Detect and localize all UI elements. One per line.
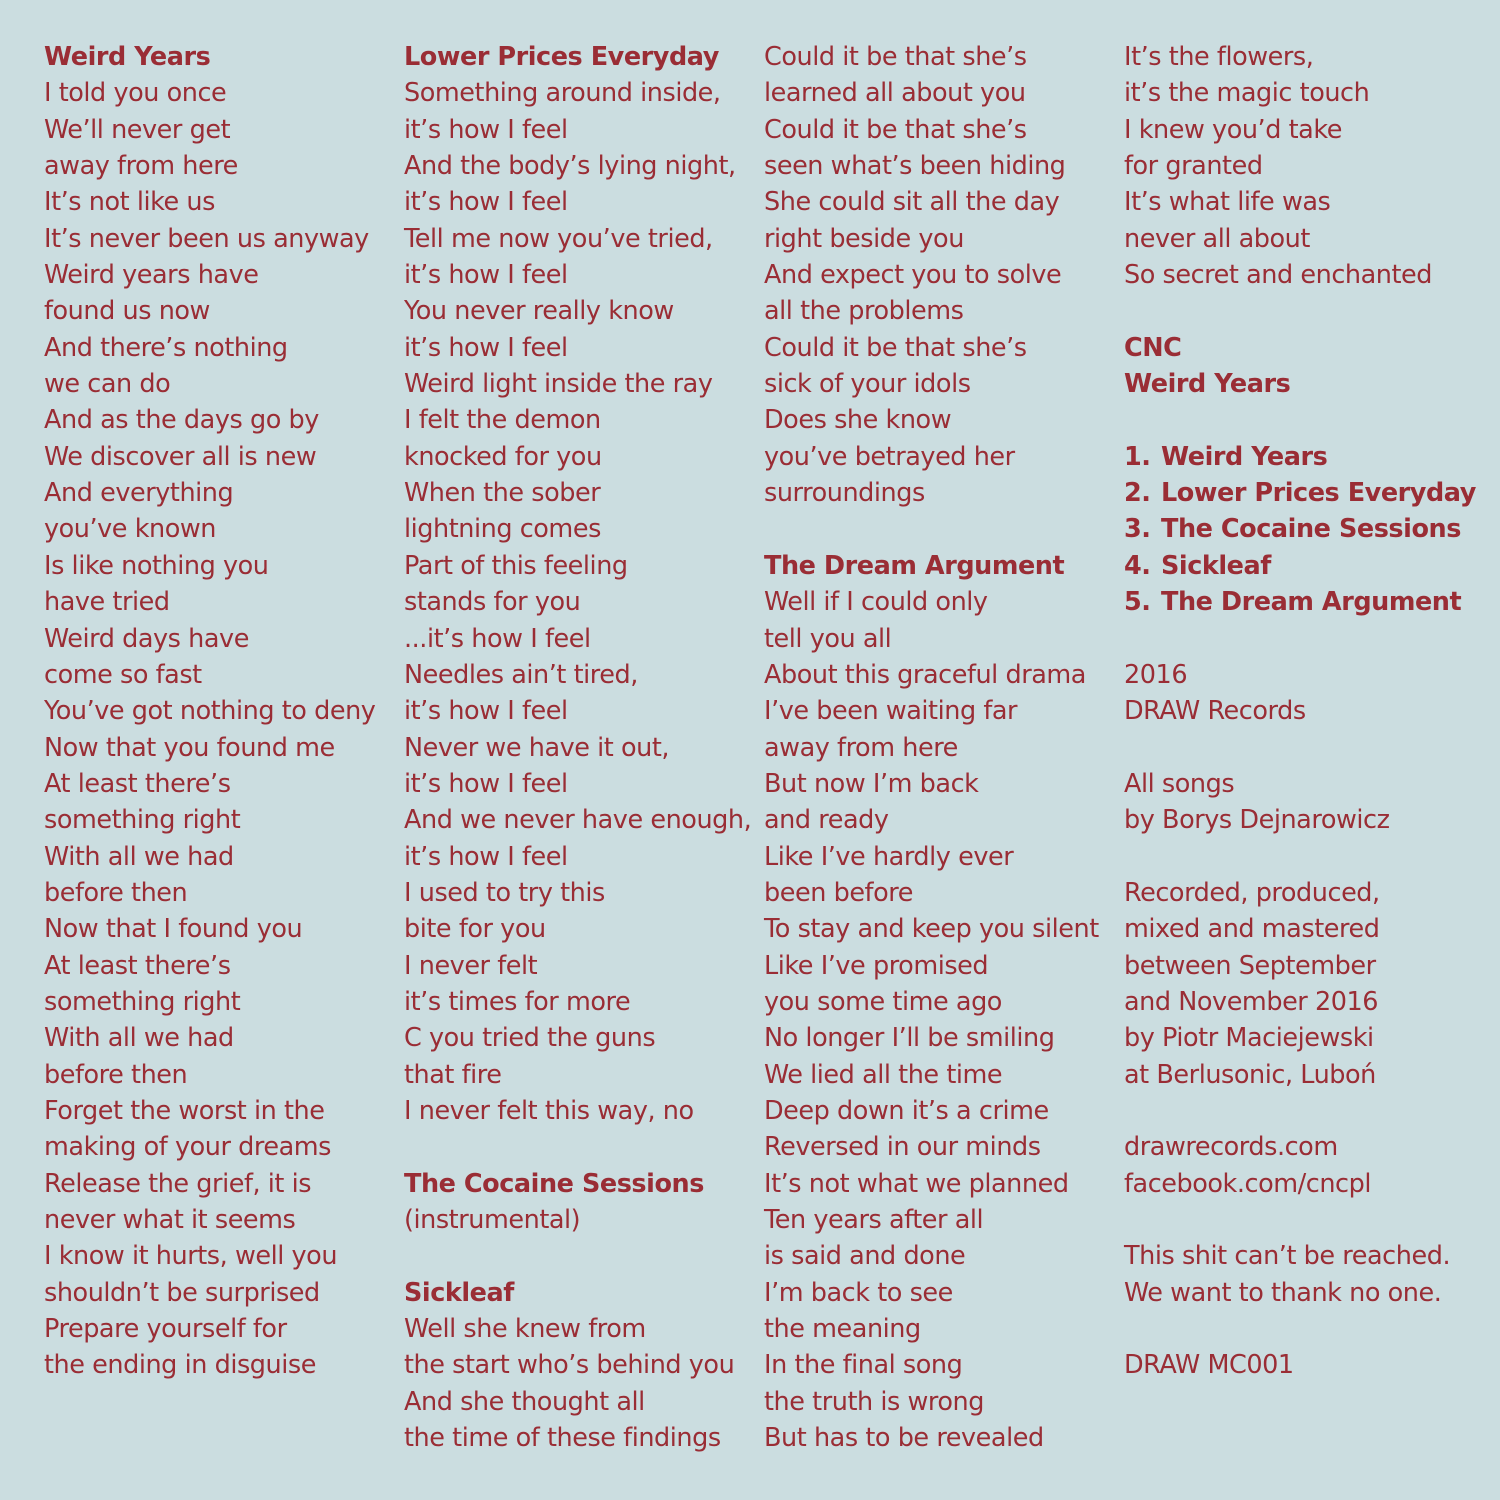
text-line: Part of this feeling (404, 550, 628, 581)
text-line: Could it be that she’s (764, 114, 1027, 145)
text-line: you some time ago (764, 986, 1002, 1017)
text-line: Release the grief, it is (44, 1168, 312, 1199)
album-title: Weird Years (1124, 369, 1291, 400)
song-title-weird-years: Weird Years (44, 42, 211, 72)
text-line: Ten years after all (764, 1205, 984, 1235)
text-line: tell you all (764, 623, 892, 654)
track-item (1124, 439, 1476, 475)
spacer (1124, 839, 1476, 875)
text-line: I felt the demon (404, 405, 601, 436)
text-line: have tried (44, 587, 170, 618)
text-line: We’ll never get (44, 114, 231, 145)
text-line: stands for you (404, 587, 581, 618)
text-line: it’s how I feel (404, 332, 568, 363)
text-line: I never felt (404, 950, 538, 981)
text-line: No longer I’ll be smiling (764, 1023, 1055, 1054)
text-line: Tell me now you’ve tried, (404, 223, 713, 254)
text-line: Like I’ve hardly ever (764, 841, 1014, 872)
song-title-the-dream-argument: The Dream Argument (764, 550, 1065, 581)
text-line: seen what’s been hiding (764, 151, 1066, 182)
text-line: it’s the magic touch (1124, 78, 1370, 109)
text-line: it’s how I feel (404, 841, 568, 872)
song-title-the-cocaine-sessions: The Cocaine Sessions (404, 1168, 704, 1199)
text-line: This shit can’t be reached. (1124, 1241, 1451, 1272)
text-line: all the problems (764, 296, 964, 327)
text-line: never all about (1124, 223, 1310, 254)
text-line: never what it seems (44, 1205, 296, 1235)
text-line: Prepare yourself for (44, 1314, 287, 1345)
text-line: It’s not what we planned (764, 1168, 1069, 1199)
spacer (1124, 730, 1476, 766)
text-line: Never we have it out, (404, 732, 670, 763)
text-line: away from here (44, 151, 238, 182)
text-line: She could sit all the day (764, 187, 1060, 218)
text-line: Is like nothing you (44, 550, 269, 581)
thanks-note (1124, 1238, 1476, 1311)
column-1 (44, 39, 375, 1384)
text-line: To stay and keep you silent (764, 914, 1099, 945)
text-line: We want to thank no one. (1124, 1277, 1442, 1308)
text-line: making of your dreams (44, 1132, 331, 1163)
text-line: knocked for you (404, 441, 602, 472)
text-line: lightning comes (404, 514, 601, 545)
recording-credits (1124, 875, 1476, 1093)
text-line: away from here (764, 732, 958, 763)
text-line: Does she know (764, 405, 952, 436)
song-title-lower-prices-everyday: Lower Prices Everyday (404, 42, 719, 72)
text-line: Could it be that she’s (764, 42, 1027, 72)
track-title: Weird Years (1161, 441, 1328, 472)
spacer (1124, 293, 1476, 329)
text-line: Needles ain’t tired, (404, 659, 638, 690)
text-line: sick of your idols (764, 369, 971, 400)
text-line: It’s what life was (1124, 187, 1331, 218)
song-lyrics-sickleaf-part-2 (764, 39, 1099, 511)
text-line: And she thought all (404, 1386, 645, 1417)
text-line: With all we had (44, 841, 234, 872)
web-links (1124, 1129, 1476, 1202)
text-line: ...it’s how I feel (404, 623, 591, 654)
track-title: The Dream Argument (1161, 587, 1462, 618)
text-line: Now that you found me (44, 732, 335, 763)
text-line: About this graceful drama (764, 659, 1086, 690)
text-line: At least there’s (44, 768, 231, 799)
text-line: It’s not like us (44, 187, 215, 218)
text-line: We discover all is new (44, 441, 317, 472)
text-line: When the sober (404, 478, 601, 509)
text-line: mixed and mastered (1124, 914, 1380, 945)
text-line: been before (764, 877, 913, 908)
tracklist (1124, 439, 1476, 621)
track-title: The Cocaine Sessions (1161, 514, 1461, 545)
text-line: come so fast (44, 659, 202, 690)
text-line: Reversed in our minds (764, 1132, 1041, 1163)
text-line: I’m back to see (764, 1277, 953, 1308)
text-line: and ready (764, 805, 889, 836)
text-line: Weird years have (44, 260, 259, 291)
track-item (1124, 511, 1476, 547)
text-line: C you tried the guns (404, 1023, 656, 1054)
text-line: Well she knew from (404, 1314, 646, 1345)
song-lyrics-sickleaf-part-1 (404, 1311, 751, 1456)
text-line: I knew you’d take (1124, 114, 1342, 145)
column-3 (764, 39, 1099, 1456)
text-line: And we never have enough, (404, 805, 752, 836)
spacer (404, 1129, 751, 1165)
song-title-sickleaf: Sickleaf (404, 1277, 514, 1308)
text-line: So secret and enchanted (1124, 260, 1433, 291)
text-line: something right (44, 986, 241, 1017)
track-number: 4. (1124, 550, 1151, 581)
text-line: Weird days have (44, 623, 249, 654)
text-line: learned all about you (764, 78, 1026, 109)
text-line: and November 2016 (1124, 986, 1379, 1017)
song-lyrics-the-dream-argument-part-2 (1124, 39, 1476, 293)
spacer (1124, 1093, 1476, 1129)
text-line: You never really know (404, 296, 674, 327)
text-line: Something around inside, (404, 78, 721, 109)
text-line: In the final song (764, 1350, 963, 1381)
text-line: All songs (1124, 768, 1235, 799)
column-2 (404, 39, 751, 1456)
track-title: Lower Prices Everyday (1161, 478, 1476, 509)
track-number: 5. (1124, 587, 1151, 618)
text-line: And as the days go by (44, 405, 319, 436)
text-line: Recorded, produced, (1124, 877, 1380, 908)
text-line: that fire (404, 1059, 502, 1090)
text-line: facebook.com/cncpl (1124, 1168, 1371, 1199)
track-number: 3. (1124, 514, 1151, 545)
column-4 (1124, 39, 1476, 1384)
text-line: I’ve been waiting far (764, 696, 1018, 727)
text-line: bite for you (404, 914, 546, 945)
song-lyrics-weird-years (44, 75, 375, 1383)
text-line: at Berlusonic, Luboń (1124, 1059, 1376, 1090)
text-line: is said and done (764, 1241, 966, 1272)
text-line: Now that I found you (44, 914, 303, 945)
text-line: you’ve known (44, 514, 216, 545)
text-line: shouldn’t be surprised (44, 1277, 320, 1308)
spacer (1124, 1202, 1476, 1238)
text-line: Like I’ve promised (764, 950, 989, 981)
spacer (1124, 1311, 1476, 1347)
text-line: for granted (1124, 151, 1263, 182)
text-line: I never felt this way, no (404, 1095, 694, 1126)
text-line: it’s how I feel (404, 187, 568, 218)
text-line: the ending in disguise (44, 1350, 316, 1381)
text-line: It’s never been us anyway (44, 223, 369, 254)
text-line: the meaning (764, 1314, 921, 1345)
text-line: I used to try this (404, 877, 605, 908)
text-line: something right (44, 805, 241, 836)
text-line: But has to be revealed (764, 1423, 1044, 1454)
track-item (1124, 584, 1476, 620)
text-line: Weird light inside the ray (404, 369, 713, 400)
text-line: it’s how I feel (404, 260, 568, 291)
text-line: You’ve got nothing to deny (44, 696, 376, 727)
release-year: 2016 (1124, 659, 1188, 690)
text-line: And the body’s lying night, (404, 151, 736, 182)
spacer (1124, 402, 1476, 438)
text-line: At least there’s (44, 950, 231, 981)
text-line: It’s the flowers, (1124, 42, 1314, 72)
text-line: the time of these findings (404, 1423, 721, 1454)
text-line: before then (44, 877, 188, 908)
song-lyrics-lower-prices-everyday (404, 75, 751, 1129)
text-line: Could it be that she’s (764, 332, 1027, 363)
track-title: Sickleaf (1161, 550, 1271, 581)
text-line: the truth is wrong (764, 1386, 984, 1417)
text-line: I know it hurts, well you (44, 1241, 338, 1272)
text-line: Forget the worst in the (44, 1095, 325, 1126)
songwriting-credits (1124, 766, 1476, 839)
text-line: you’ve betrayed her (764, 441, 1015, 472)
track-number: 1. (1124, 441, 1151, 472)
catalog-number: DRAW MC001 (1124, 1350, 1294, 1381)
text-line: between September (1124, 950, 1376, 981)
text-line: But now I’m back (764, 768, 979, 799)
text-line: drawrecords.com (1124, 1132, 1338, 1163)
text-line: And there’s nothing (44, 332, 288, 363)
text-line: We lied all the time (764, 1059, 1003, 1090)
text-line: it’s how I feel (404, 696, 568, 727)
text-line: And expect you to solve (764, 260, 1062, 291)
text-line: And everything (44, 478, 234, 509)
text-line: Deep down it’s a crime (764, 1095, 1049, 1126)
text-line: the start who’s behind you (404, 1350, 735, 1381)
track-number: 2. (1124, 478, 1151, 509)
text-line: we can do (44, 369, 171, 400)
text-line: by Piotr Maciejewski (1124, 1023, 1374, 1054)
text-line: surroundings (764, 478, 925, 509)
text-line: found us now (44, 296, 210, 327)
album-artist: CNC (1124, 332, 1182, 363)
text-line: Well if I could only (764, 587, 988, 618)
record-label: DRAW Records (1124, 696, 1306, 727)
text-line: I told you once (44, 78, 227, 109)
text-line: it’s times for more (404, 986, 631, 1017)
spacer (764, 511, 1099, 547)
spacer (404, 1238, 751, 1274)
text-line: it’s how I feel (404, 114, 568, 145)
song-lyrics-the-dream-argument-part-1 (764, 584, 1099, 1456)
text-line: before then (44, 1059, 188, 1090)
spacer (1124, 621, 1476, 657)
track-item (1124, 548, 1476, 584)
text-line: right beside you (764, 223, 964, 254)
text-line: (instrumental) (404, 1205, 581, 1235)
text-line: by Borys Dejnarowicz (1124, 805, 1390, 836)
track-item (1124, 475, 1476, 511)
text-line: With all we had (44, 1023, 234, 1054)
song-lyrics-the-cocaine-sessions (404, 1202, 751, 1238)
text-line: it’s how I feel (404, 768, 568, 799)
